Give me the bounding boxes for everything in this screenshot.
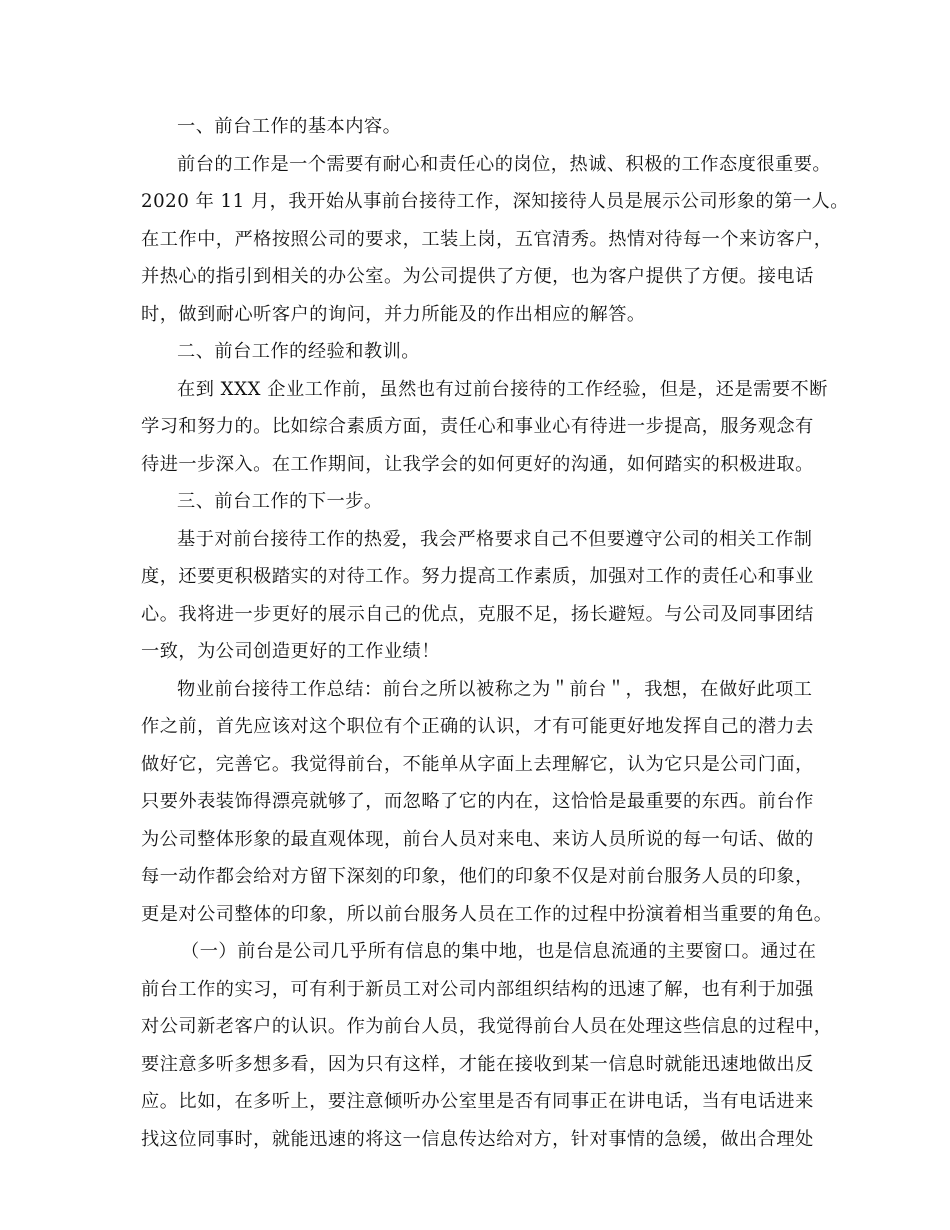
paragraph-line: 待进一步深入。在工作期间，让我学会的如何更好的沟通，如何踏实的积极进取。 bbox=[141, 453, 814, 475]
paragraph-line: 为公司整体形象的最直观体现，前台人员对来电、来访人员所说的每一句话、做的 bbox=[141, 828, 814, 850]
paragraph-line: 在到 XXX 企业工作前，虽然也有过前台接待的工作经验，但是，还是需要不断 bbox=[177, 378, 828, 400]
paragraph-line: 2020 年 11 月，我开始从事前台接待工作，深知接待人员是展示公司形象的第一人。 bbox=[141, 191, 849, 212]
paragraph-line: 前台工作的实习，可有利于新员工对公司内部组织结构的迅速了解，也有利于加强 bbox=[141, 978, 814, 1000]
heading-3: 三、前台工作的下一步。 bbox=[177, 491, 383, 512]
paragraph-line: 只要外表装饰得漂亮就够了，而忽略了它的内在，这恰恰是最重要的东西。前台作 bbox=[141, 791, 814, 812]
paragraph-line: 基于对前台接待工作的热爱，我会严格要求自己不但要遵守公司的相关工作制 bbox=[177, 528, 813, 550]
paragraph-line: 物业前台接待工作总结：前台之所以被称之为＂前台＂，我想，在做好此项工 bbox=[177, 678, 813, 700]
paragraph-line: 时，做到耐心听客户的询问，并力所能及的作出相应的解答。 bbox=[141, 303, 646, 325]
document-body bbox=[141, 108, 849, 1158]
paragraph-line: 一致，为公司创造更好的工作业绩！ bbox=[141, 641, 441, 662]
heading-1: 一、前台工作的基本内容。 bbox=[177, 116, 402, 137]
paragraph-line: 并热心的指引到相关的办公室。为公司提供了方便，也为客户提供了方便。接电话 bbox=[141, 266, 814, 287]
paragraph-line: 每一动作都会给对方留下深刻的印象，他们的印象不仅是对前台服务人员的印象， bbox=[141, 866, 814, 887]
subsection-heading-line: （一）前台是公司几乎所有信息的集中地，也是信息流通的主要窗口。通过在 bbox=[181, 941, 817, 962]
paragraph-line: 前台的工作是一个需要有耐心和责任心的岗位，热诚、积极的工作态度很重要。 bbox=[177, 153, 832, 175]
paragraph-line: 要注意多听多想多看，因为只有这样，才能在接收到某一信息时就能迅速地做出反 bbox=[141, 1053, 814, 1075]
paragraph-line: 在工作中，严格按照公司的要求，工装上岗，五官清秀。热情对待每一个来访客户， bbox=[141, 228, 833, 250]
paragraph-line: 更是对公司整体的印象，所以前台服务人员在工作的过程中扮演着相当重要的角色。 bbox=[141, 903, 833, 925]
paragraph-line: 做好它，完善它。我觉得前台，不能单从字面上去理解它，认为它只是公司门面， bbox=[141, 753, 814, 775]
paragraph-line: 作之前，首先应该对这个职位有个正确的认识，才有可能更好地发挥自己的潜力去 bbox=[141, 716, 814, 737]
paragraph-line: 对公司新老客户的认识。作为前台人员，我觉得前台人员在处理这些信息的过程中， bbox=[141, 1016, 833, 1037]
paragraph-line: 找这位同事时，就能迅速的将这一信息传达给对方，针对事情的急缓，做出合理处 bbox=[141, 1128, 814, 1150]
heading-2: 二、前台工作的经验和教训。 bbox=[177, 341, 420, 362]
paragraph-line: 应。比如，在多听上，要注意倾听办公室里是否有同事正在讲电话，当有电话进来 bbox=[141, 1091, 814, 1112]
paragraph-line: 心。我将进一步更好的展示自己的优点，克服不足，扬长避短。与公司及同事团结 bbox=[141, 603, 814, 625]
paragraph-line: 学习和努力的。比如综合素质方面，责任心和事业心有待进一步提高，服务观念有 bbox=[141, 416, 814, 437]
paragraph-line: 度，还要更积极踏实的对待工作。努力提高工作素质，加强对工作的责任心和事业 bbox=[141, 566, 814, 587]
